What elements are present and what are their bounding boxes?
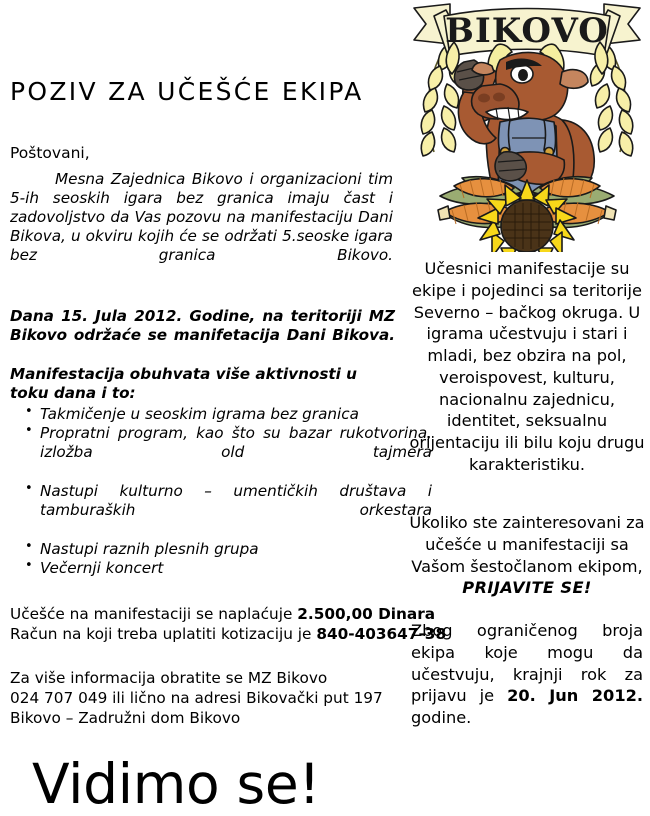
list-item: • Nastupi raznih plesnih grupa (40, 540, 432, 559)
date-announcement: Dana 15. Jula 2012. Godine, na teritoriji MZ Bikovo održaće se manifetacija Dani Bikova. (10, 307, 395, 345)
fee-block (10, 578, 447, 645)
bikovo-emblem (404, 0, 650, 252)
account-line (10, 624, 447, 644)
account-number: 840-403647-38 (316, 625, 447, 644)
activities-list (10, 403, 432, 578)
deadline-suffix: godine. (411, 708, 472, 728)
account-label: Račun na koji treba uplatiti kotizaciju je (10, 625, 317, 644)
banner-label: BIKOVO (445, 11, 609, 51)
right-column (404, 0, 650, 766)
deadline-prefix: Zbog ograničenog broja ekipa koje mogu da učestvuju, krajnji rok za prijavu je (411, 621, 643, 706)
salutation-text: Poštovani, (10, 144, 90, 163)
deadline-date: 20. Jun 2012. (507, 686, 643, 706)
list-item: • Propratni program, kao što su bazar rukotvorina, izložba old tajmera (40, 424, 432, 482)
fee-label: Učešće na manifestaciji se naplaćuje (10, 604, 298, 623)
contact-line-2: 024 707 049 ili lično na adresi Bikovački put 197 Bikovo – Zadružni dom Bikovo (10, 689, 383, 728)
participants-paragraph: Učesnici manifestacije su ekipe i pojedinci sa teritorije Severno – bačkog okruga. U igrama učestvuju i stari i mladi, bez obzira na pol, veroispovest, kulturu, nacionalnu zajednicu, identitet, seksualnu orijentaciju ili bilu koju drugu karakteristiku. (409, 259, 645, 475)
bull-mascot (454, 52, 594, 196)
fee-line (10, 604, 436, 624)
contact-line-1: Za više informacija obratite se MZ Bikovo (10, 668, 328, 687)
contact-block (10, 645, 400, 729)
fee-amount: 2.500,00 Dinara (297, 604, 436, 623)
intro-paragraph: Mesna Zajednica Bikovo i organizacioni tim 5-ih seoskih igara bez granica imaju čast i zadovoljstvo da Vas pozovu na manifestaciju Dani Bikova, u okviru kojih će se održati 5.seoske igara bez granica Bikovo. (10, 169, 393, 265)
interested-paragraph: Ukoliko ste zainteresovani za učešće u manifestaciji sa Vašom šestočlanom ekipom, (409, 513, 645, 576)
activities-intro: Manifestacija obuhvata više aktivnosti u toku dana i to: (10, 364, 357, 402)
call-to-action-text: PRIJAVITE SE! (462, 578, 592, 598)
list-item: • Takmičenje u seoskim igrama bez granica (40, 405, 432, 424)
closing-headline: Vidimo se! (32, 751, 321, 816)
deadline-paragraph (404, 620, 643, 729)
page-title: POZIV ZA UČEŠĆE EKIPA (10, 77, 364, 106)
list-item: • Nastupi kulturno – umentičkih društava i tamburaških orkestara (40, 482, 432, 540)
left-column (10, 0, 447, 816)
interested-block (404, 512, 647, 599)
list-item: • Večernji koncert (40, 559, 432, 578)
